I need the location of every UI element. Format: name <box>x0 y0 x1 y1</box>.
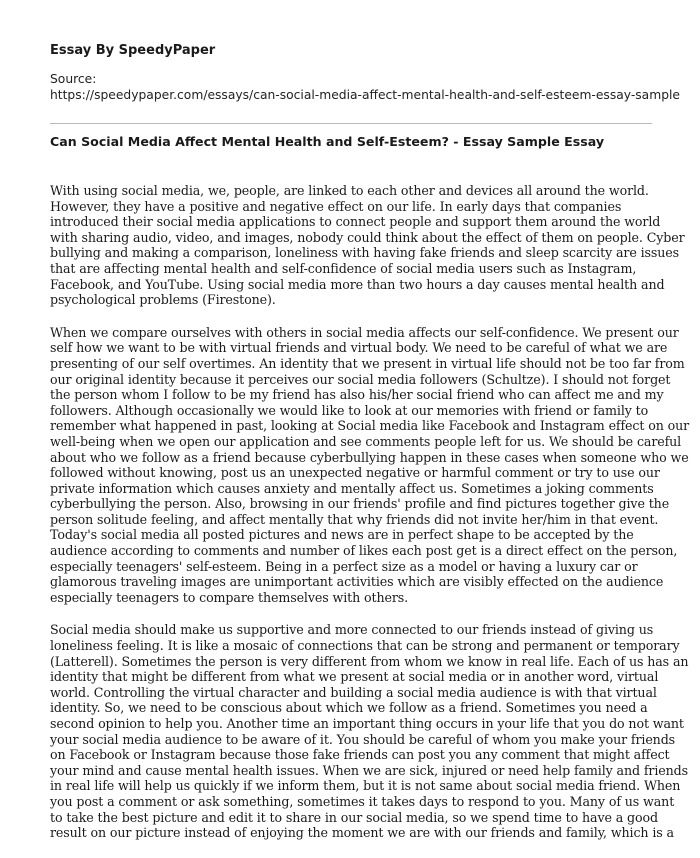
text-line: (Latterell). Sometimes the person is very different from whom we know in real life. Each of us has an <box>50 653 689 669</box>
text-line: the person whom I follow to be my friend has also his/her social friend who can affect me and my <box>50 387 664 403</box>
header-divider <box>50 123 652 124</box>
paragraph-2 <box>50 324 690 606</box>
text-line: result on our picture instead of enjoying the moment we are with our friends and family, which is a <box>50 825 674 841</box>
text-line: person solitude feeling, and affect mentally that why friends did not invite her/him in that event. <box>50 511 659 527</box>
text-line: especially teenagers' self-esteem. Being in a perfect size as a model or having a luxury car or <box>50 558 638 574</box>
text-line: loneliness feeling. It is like a mosaic of connections that can be strong and permanent or temporary <box>50 638 680 654</box>
text-line: with sharing audio, video, and images, nobody could think about the effect of them on people. Cyber <box>50 229 685 245</box>
text-line: Facebook, and YouTube. Using social media more than two hours a day causes mental health and <box>50 276 665 292</box>
text-line: on Facebook or Instagram because those fake friends can post you any comment that might affect <box>50 747 670 763</box>
text-line: With using social media, we, people, are linked to each other and devices all around the world. <box>50 183 649 198</box>
text-line: introduced their social media applications to connect people and support them around the world <box>50 214 661 230</box>
brand-heading: Essay By SpeedyPaper <box>50 43 216 58</box>
text-line: cyberbullying the person. Also, browsing in our friends' profile and find pictures together give the <box>50 496 670 512</box>
paragraph-3 <box>50 622 689 841</box>
text-line: Social media should make us supportive and more connected to our friends instead of giving us <box>50 622 654 638</box>
text-line: Today's social media all posted pictures and news are in perfect shape to be accepted by the <box>50 527 634 543</box>
essay-body <box>50 183 690 858</box>
text-line: glamorous traveling images are unimportant activities which are visibly effected on the audience <box>50 574 664 590</box>
text-line: our original identity because it perceives our social media followers (Schultze). I should not forget <box>50 371 671 387</box>
essay-title: Can Social Media Affect Mental Health and Self-Esteem? - Essay Sample Essay <box>50 134 605 149</box>
source-label: Source: <box>50 72 97 86</box>
text-line: that are affecting mental health and self-confidence of social media users such as Instagram, <box>50 260 637 276</box>
text-line: presenting of our self overtimes. An identity that we present in virtual life should not be too far from <box>50 355 685 371</box>
text-line: your mind and cause mental health issues. When we are sick, injured or need help family and friends <box>50 762 688 778</box>
text-line: to take the best picture and edit it to share in our social media, so we spend time to have a good <box>50 809 658 825</box>
source-url[interactable]: https://speedypaper.com/essays/can-social-media-affect-mental-health-and-self-esteem-essay-sample <box>50 88 680 102</box>
text-line: especially teenagers to compare themselves with others. <box>50 589 409 605</box>
text-line: identity that might be different from what we present at social media or in another word, virtual <box>50 669 659 685</box>
text-line: private information which causes anxiety and mentally affect us. Sometimes a joking comments <box>50 480 654 496</box>
text-line: psychological problems (Firestone). <box>50 292 276 308</box>
text-line: remember what happened in past, looking at Social media like Facebook and Instagram effect on our <box>50 418 690 434</box>
text-line: about who we follow as a friend because cyberbullying happen in these cases when someone who we <box>50 449 689 465</box>
text-line: followed without knowing, post us an unexpected negative or harmful comment or try to use our <box>50 465 660 481</box>
paragraph-1 <box>50 183 685 308</box>
text-line: When we compare ourselves with others in social media affects our self-confidence. We present our <box>50 324 679 340</box>
text-line: in real life will help us quickly if we inform them, but it is not same about social media friend. When <box>50 778 681 794</box>
text-line: second opinion to help you. Another time an important thing occurs in your life that you do not want <box>50 716 684 731</box>
text-line: followers. Although occasionally we would like to look at our memories with friend or family to <box>50 402 649 418</box>
text-line: However, they have a positive and negative effect on our life. In early days that companies <box>50 198 622 214</box>
text-line: you post a comment or ask something, sometimes it takes days to respond to you. Many of us want <box>50 793 675 809</box>
text-line: world. Controlling the virtual character and building a social media audience is with that virtual <box>50 684 657 700</box>
text-line: identity. So, we need to be conscious about which we follow as a friend. Sometimes you need a <box>50 700 648 716</box>
text-line: self how we want to be with virtual friends and virtual body. We need to be careful of what we are <box>50 340 668 356</box>
text-line: audience according to comments and number of likes each post get is a direct effect on the person, <box>50 543 678 559</box>
text-line: well-being when we open our application and see comments people left for us. We should be careful <box>50 433 682 449</box>
text-line: your social media audience to be aware of it. You should be careful of whom you make your friends <box>50 731 676 747</box>
text-line: bullying and making a comparison, loneliness with having fake friends and sleep scarcity are issues <box>50 245 679 261</box>
